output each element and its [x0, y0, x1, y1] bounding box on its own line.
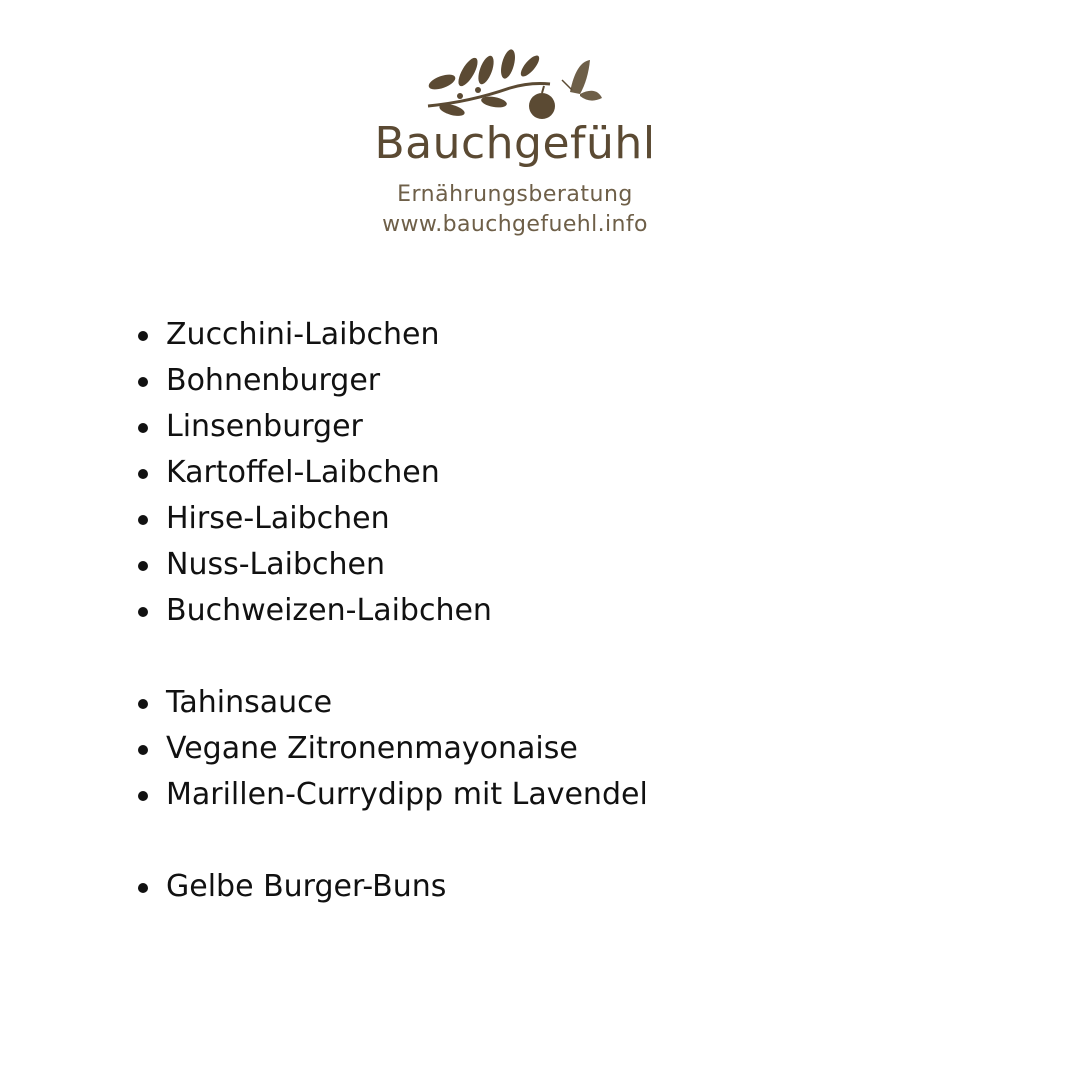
branch-butterfly-logo-icon	[390, 44, 640, 124]
bullet-icon	[138, 791, 148, 801]
bullet-icon	[138, 469, 148, 479]
list-item	[136, 450, 492, 496]
bullet-icon	[138, 331, 148, 341]
list-item	[136, 542, 492, 588]
bullet-icon	[138, 745, 148, 755]
list-item	[136, 864, 446, 910]
list-item-label: Vegane Zitronenmayonaise	[166, 731, 578, 766]
list-item-label: Buchweizen-Laibchen	[166, 593, 492, 628]
patties-list	[136, 312, 492, 634]
brand-url: www.bauchgefuehl.info	[382, 212, 648, 237]
bullet-icon	[138, 515, 148, 525]
list-item-label: Zucchini-Laibchen	[166, 317, 440, 352]
list-item-label: Marillen-Currydipp mit Lavendel	[166, 777, 648, 812]
bullet-icon	[138, 883, 148, 893]
list-item-label: Tahinsauce	[166, 685, 333, 720]
list-item	[136, 404, 492, 450]
list-item	[136, 680, 648, 726]
buns-list	[136, 864, 446, 910]
list-item	[136, 358, 492, 404]
list-item	[136, 726, 648, 772]
list-item-label: Hirse-Laibchen	[166, 501, 390, 536]
list-item-label: Gelbe Burger-Buns	[166, 869, 447, 904]
list-item-label: Nuss-Laibchen	[166, 547, 385, 582]
bullet-icon	[138, 607, 148, 617]
list-item-label: Linsenburger	[166, 409, 363, 444]
sauces-list	[136, 680, 648, 818]
brand-name: Bauchgefühl	[374, 118, 656, 169]
list-item	[136, 588, 492, 634]
list-item	[136, 772, 648, 818]
brand-subtitle: Ernährungsberatung	[397, 182, 633, 207]
list-item	[136, 496, 492, 542]
bullet-icon	[138, 423, 148, 433]
bullet-icon	[138, 561, 148, 571]
brand-logo	[360, 44, 670, 254]
bullet-icon	[138, 699, 148, 709]
list-item-label: Kartoffel-Laibchen	[166, 455, 440, 490]
list-item-label: Bohnenburger	[166, 363, 381, 398]
bullet-icon	[138, 377, 148, 387]
list-item	[136, 312, 492, 358]
